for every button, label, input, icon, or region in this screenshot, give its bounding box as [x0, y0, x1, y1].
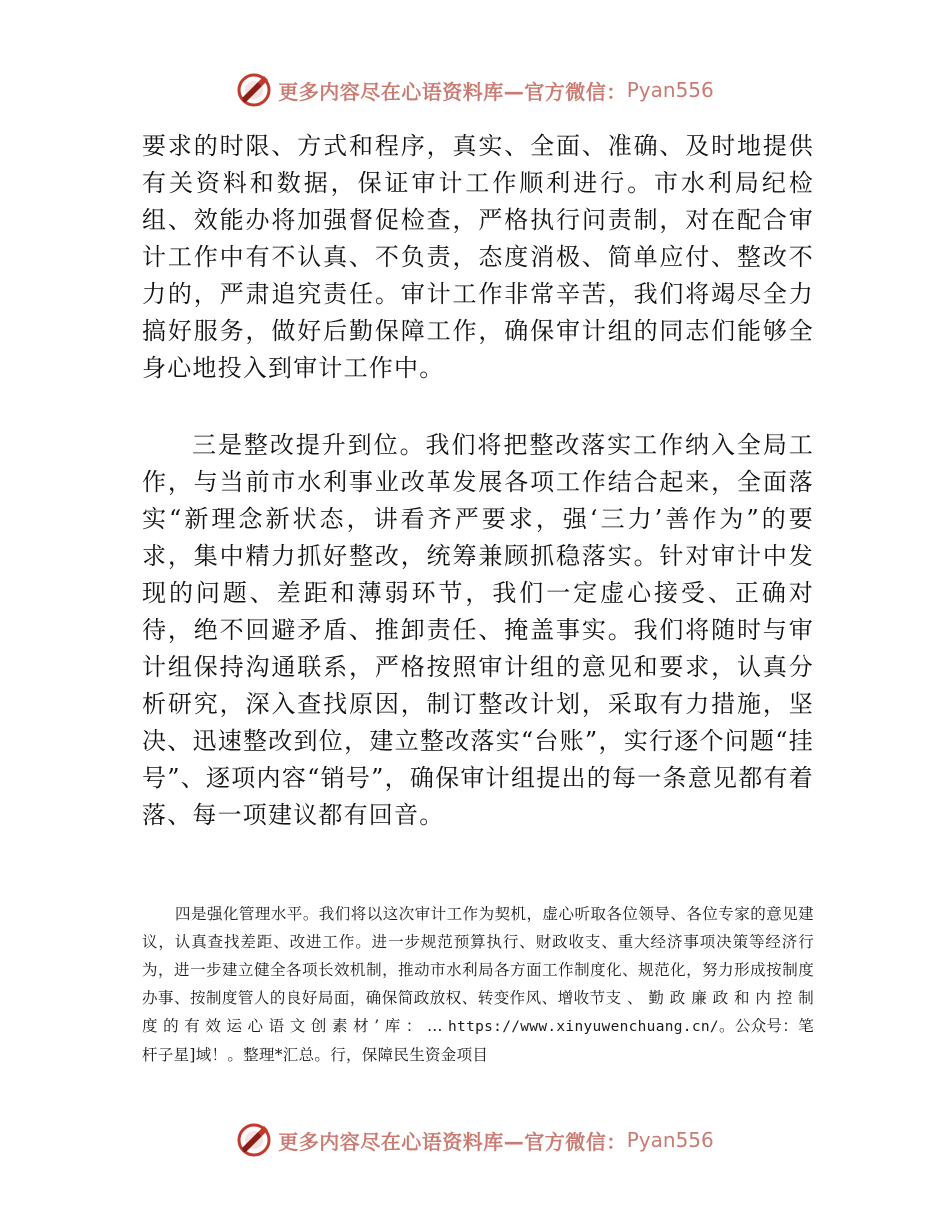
- paragraph-3: [142, 900, 814, 1069]
- banner-text: 更多内容尽在心语资料库—官方微信：: [278, 79, 627, 104]
- footer-watermark-banner: [0, 1118, 950, 1162]
- banner-text: 更多内容尽在心语资料库—官方微信：: [278, 1129, 627, 1154]
- banner-wechat-handle: Pyan556: [626, 78, 714, 102]
- brand-logo-icon: [236, 72, 272, 108]
- paragraph-3-text-a: 四是强化管理水平。我们将以这次审计工作为契机，虚心听取各位领导、各位专家的意见建议，认真查找差距、改进工作。进一步规范预算执行、财政收支、重大经济事项决策等经济行为，进一步建立健全各项长效机制，推动市水利局各方面工作制度化、规范化，努力形成按制度办事、按制度管人的良好局面，确保简政放权、转变作风、增收节支 、 勤 政 廉 政 和 内 控 制 度 的 有 效 运 心 语 文 创 素 材 ’ 库 ： …: [142, 905, 814, 1035]
- paragraph-3-url: https://www.xinyuwenchuang.cn/: [448, 1019, 719, 1035]
- banner-wechat-handle: Pyan556: [626, 1128, 714, 1152]
- paragraph-2: 三是整改提升到位。我们将把整改落实工作纳入全局工作，与当前市水利事业改革发展各项工作结合起来，全面落实“新理念新状态，讲看齐严要求，强‘三力’善作为”的要求，集中精力抓好整改，统筹兼顾抓稳落实。针对审计中发现的问题、差距和薄弱环节，我们一定虚心接受、正确对待，绝不回避矛盾、推卸责任、掩盖事实。我们将随时与审计组保持沟通联系，严格按照审计组的意见和要求，认真分析研究，深入查找原因，制订整改计划，采取有力措施，坚决、迅速整改到位，建立整改落实“台账”，实行逐个问题“挂号”、逐项内容“销号”，确保审计组提出的每一条意见都有着落、每一项建议都有回音。: [142, 431, 814, 829]
- brand-logo-icon: [236, 1122, 272, 1158]
- header-watermark-banner: [0, 68, 950, 112]
- paragraph-1: 要求的时限、方式和程序，真实、全面、准确、及时地提供有关资料和数据，保证审计工作顺利进行。市水利局纪检组、效能办将加强督促检查，严格执行问责制，对在配合审计工作中有不认真、不负责，态度消极、简单应付、整改不力的，严肃追究责任。审计工作非常辛苦，我们将竭尽全力搞好服务，做好后勤保障工作，确保审计组的同志们能够全身心地投入到审计工作中。: [142, 132, 814, 382]
- paragraph-3-text-b: 。公众号：笔杆子星]域！。整理*汇总。行，保障民生资金项目: [142, 1017, 814, 1064]
